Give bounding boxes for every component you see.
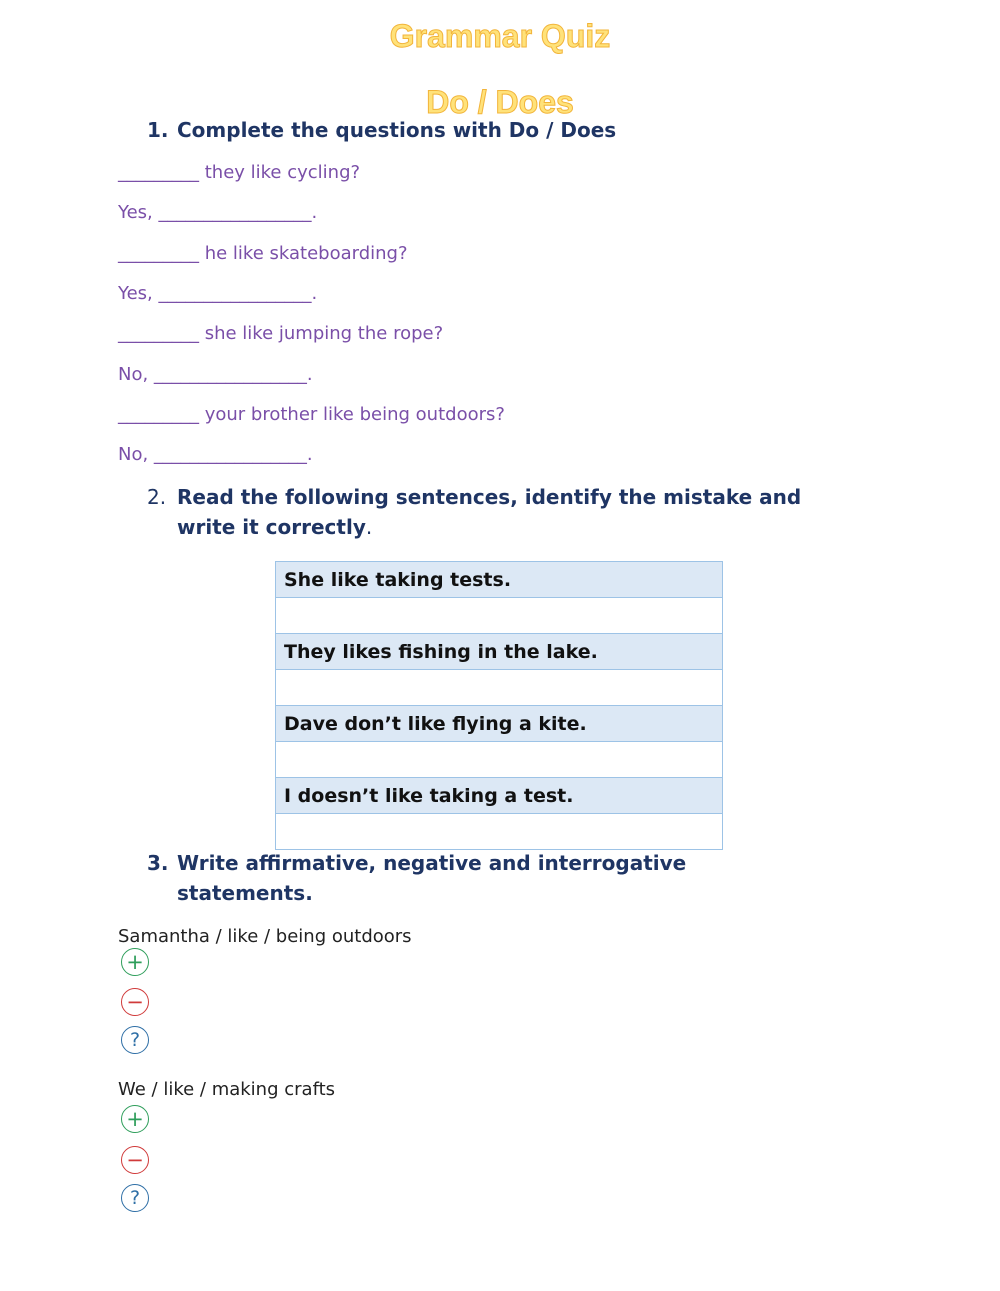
exercise-line[interactable]: Yes, _________________. bbox=[118, 283, 318, 304]
plus-icon: + bbox=[121, 1105, 149, 1133]
section-2-number: 2. bbox=[147, 485, 167, 509]
question-icon: ? bbox=[121, 1026, 149, 1054]
section-3-title-line1: Write affirmative, negative and interrogative bbox=[177, 851, 687, 875]
mistake-sentence: Dave don’t like flying a kite. bbox=[276, 706, 723, 742]
minus-icon: − bbox=[121, 1146, 149, 1174]
section-2-title-line1: Read the following sentences, identify the mistake and bbox=[177, 485, 802, 509]
question-icon: ? bbox=[121, 1184, 149, 1212]
section-2-heading bbox=[147, 485, 887, 539]
section-1-number: 1. bbox=[147, 118, 169, 142]
mistakes-table bbox=[275, 561, 723, 850]
plus-icon: + bbox=[121, 948, 149, 976]
section-2-title-period: . bbox=[365, 515, 373, 539]
quiz-subtitle: Do / Does bbox=[426, 84, 574, 120]
mistake-sentence: She like taking tests. bbox=[276, 562, 723, 598]
answer-cell[interactable] bbox=[276, 814, 723, 850]
mistake-sentence: They likes fishing in the lake. bbox=[276, 634, 723, 670]
exercise-line[interactable]: _________ they like cycling? bbox=[118, 162, 361, 183]
prompt-text: We / like / making crafts bbox=[118, 1079, 336, 1100]
answer-cell[interactable] bbox=[276, 598, 723, 634]
answer-cell[interactable] bbox=[276, 742, 723, 778]
mistake-sentence: I doesn’t like taking a test. bbox=[276, 778, 723, 814]
section-2-title-line2: write it correctly bbox=[177, 515, 366, 539]
exercise-line[interactable]: _________ your brother like being outdoors? bbox=[118, 404, 505, 425]
section-3-heading bbox=[147, 851, 887, 905]
section-1-title: Complete the questions with Do / Does bbox=[177, 118, 617, 142]
section-3-title-line2: statements. bbox=[177, 881, 313, 905]
quiz-title: Grammar Quiz bbox=[389, 18, 611, 54]
minus-icon: − bbox=[121, 988, 149, 1016]
exercise-line[interactable]: No, _________________. bbox=[118, 364, 313, 385]
exercise-line[interactable]: Yes, _________________. bbox=[118, 202, 318, 223]
exercise-line[interactable]: _________ he like skateboarding? bbox=[118, 243, 408, 264]
section-1-heading bbox=[147, 118, 616, 142]
section-3-number: 3. bbox=[147, 851, 169, 875]
prompt-text: Samantha / like / being outdoors bbox=[118, 926, 412, 947]
answer-cell[interactable] bbox=[276, 670, 723, 706]
exercise-line[interactable]: No, _________________. bbox=[118, 444, 313, 465]
exercise-line[interactable]: _________ she like jumping the rope? bbox=[118, 323, 444, 344]
